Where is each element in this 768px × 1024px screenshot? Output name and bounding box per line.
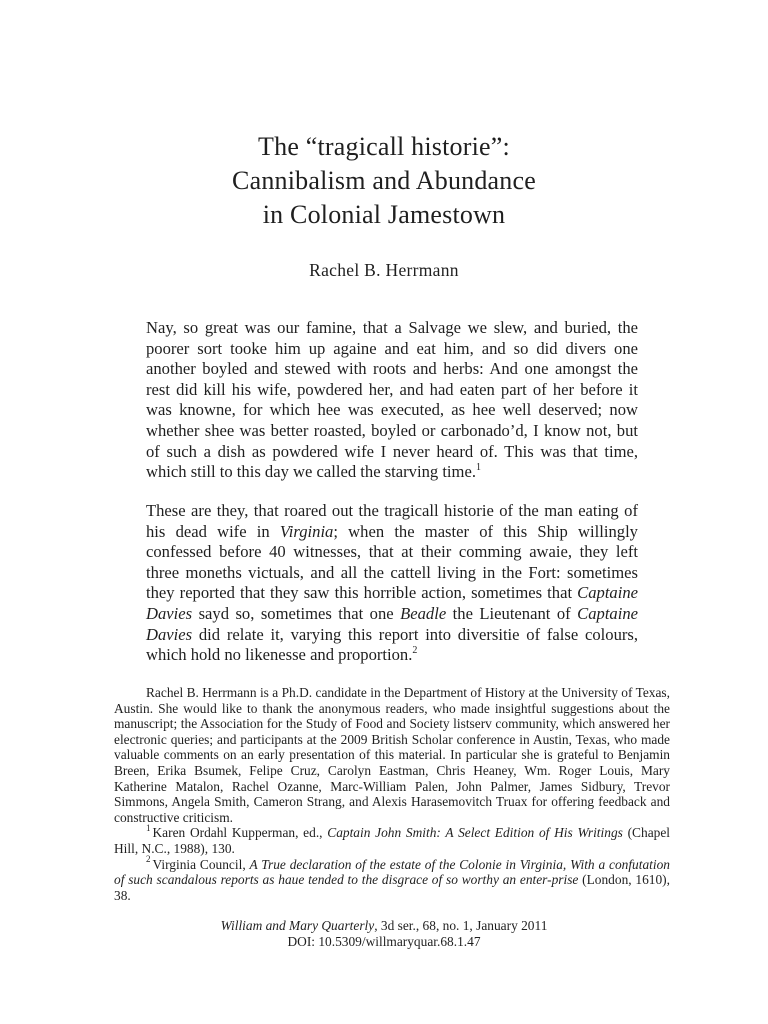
journal-footer: [0, 918, 768, 950]
title-line-2: Cannibalism and Abundance: [232, 166, 536, 195]
doi[interactable]: DOI: 10.5309/willmaryquar.68.1.47: [287, 934, 481, 949]
footnote-ref-1[interactable]: 1: [475, 461, 481, 473]
author-name: Rachel B. Herrmann: [309, 260, 459, 280]
epigraph-2-part-4: the Lieutenant of: [446, 603, 578, 623]
epigraph-1: [146, 318, 638, 483]
article-title: [0, 130, 768, 232]
footnote-2-pre: Virginia Council,: [152, 856, 250, 872]
journal-citation: [0, 918, 768, 934]
footnote-1: [114, 822, 670, 856]
epigraph-2-part-1: These are they, that roared out the tragicall historie of the man eating of his dead wife in: [146, 501, 638, 541]
title-line-1: The “tragicall historie”:: [258, 132, 510, 161]
footnote-2: [114, 854, 670, 904]
footnote-2-number: 2: [146, 854, 151, 865]
footnote-1-pre: Karen Ordahl Kupperman, ed.,: [152, 825, 328, 841]
journal-name: William and Mary Quarterly: [220, 918, 375, 933]
footnote-ref-2[interactable]: 2: [412, 644, 418, 656]
epigraph-2: [146, 501, 638, 666]
footnotes: [114, 685, 670, 903]
title-line-3: in Colonial Jamestown: [262, 200, 506, 229]
epigraph-2-part-2: ; when the master of this Ship willingly confessed before 40 witnesses, that at their comming awaie, they left three moneths victuals, and all the cattell living in the Fort: sometimes they reported that they saw this horrible action, sometimes that: [146, 521, 638, 603]
epigraph-1-text: Nay, so great was our famine, that a Salvage we slew, and buried, the poorer sort tooke him up againe and eat him, and so did divers one another boyled and stewed with roots and herbs: And one amongst the rest did kill his wife, powdered her, and had eaten part of her before it was knowne, for which hee was executed, as hee well deserved; now whether shee was better roasted, boyled or carbonado’d, I know not, but of such a dish as powdered wife I never heard of. This was that time, which still to this day we called the starving time.: [146, 318, 638, 482]
footnote-2-title: A True declaration of the estate of the Colonie in Virginia, With a confutation of such scandalous reports as haue tended to the disgrace of so worthy an enter-prise: [114, 856, 670, 888]
footnote-2-post: (London, 1610), 38.: [114, 872, 670, 903]
epigraph-2-part-5: did relate it, varying this report into diversitie of false colours, which hold no likenesse and proportion.: [146, 624, 638, 665]
journal-issue: , 3d ser., 68, no. 1, January 2011: [374, 918, 548, 933]
epigraph-2-italic-4: Captaine Davies: [146, 603, 638, 644]
footnote-1-number: 1: [146, 822, 151, 833]
footnote-1-post: (Chapel Hill, N.C., 1988), 130.: [114, 825, 670, 856]
epigraph-2-part-3: sayd so, sometimes that one: [192, 603, 401, 623]
epigraph-2-italic-3: Beadle: [400, 603, 447, 623]
footnote-1-title: Captain John Smith: A Select Edition of His Writings: [327, 825, 623, 841]
epigraph-2-italic-2: Captaine Davies: [146, 583, 638, 623]
author-bio-note: Rachel B. Herrmann is a Ph.D. candidate in the Department of History at the University of Texas, Austin. She would like to thank the anonymous readers, who made insightful suggestions about the manuscript; the Association for the Study of Food and Society listserv community, which answered her electronic queries; and participants at the 2009 British Scholar conference in Austin, Texas, who made valuable comments on an early presentation of this material. In particular she is grateful to Benjamin Breen, Erika Bsumek, Felipe Cruz, Carolyn Eastman, Chris Heaney, Wm. Roger Louis, Mary Katherine Matalon, Rachel Ozanne, Marc-William Palen, John Palmer, James Sidbury, Trevor Simmons, Angela Smith, Cameron Strang, and Alexis Harasemovitch Truax for offering feedback and constructive criticism.: [114, 685, 670, 825]
epigraph-2-italic-1: Virginia: [279, 521, 334, 541]
